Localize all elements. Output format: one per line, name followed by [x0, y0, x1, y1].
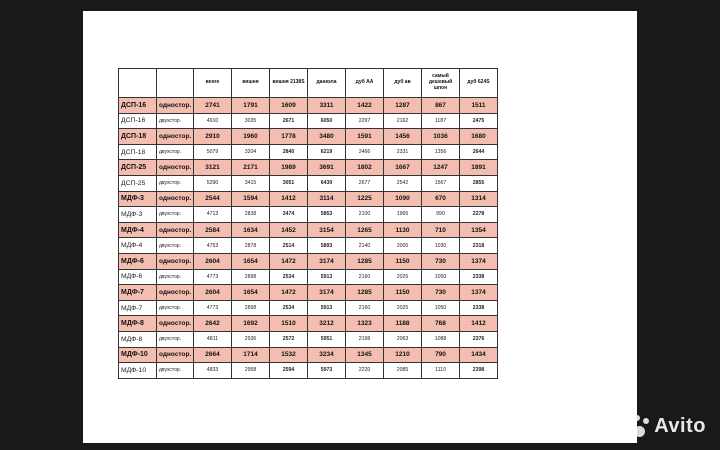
table-row [119, 269, 498, 285]
price-cell: 1891 [460, 160, 498, 176]
price-cell: 1287 [384, 98, 422, 114]
price-cell: 1354 [460, 222, 498, 238]
material-name-cell: МДФ-3 [119, 207, 157, 223]
header-row [119, 69, 498, 98]
price-cell: 1692 [232, 316, 270, 332]
price-cell: 1050 [422, 269, 460, 285]
price-cell: 1472 [270, 285, 308, 301]
price-cell: 1356 [422, 144, 460, 160]
price-cell: 1285 [346, 285, 384, 301]
material-name-cell: МДФ-10 [119, 347, 157, 363]
table-row [119, 285, 498, 301]
price-cell: 2297 [346, 113, 384, 129]
side-type-cell: двухстор. [157, 300, 194, 316]
price-cell: 1285 [346, 253, 384, 269]
table-row [119, 222, 498, 238]
material-name-cell: МДФ-8 [119, 316, 157, 332]
price-cell: 867 [422, 98, 460, 114]
side-type-cell: двухстор. [157, 144, 194, 160]
price-cell: 1188 [384, 316, 422, 332]
price-cell: 1609 [270, 98, 308, 114]
price-cell: 3114 [308, 191, 346, 207]
price-cell: 1050 [422, 300, 460, 316]
material-name-cell: МДФ-6 [119, 269, 157, 285]
material-name-cell: МДФ-6 [119, 253, 157, 269]
table-row [119, 113, 498, 129]
price-cell: 1422 [346, 98, 384, 114]
price-cell: 1960 [232, 129, 270, 145]
price-cell: 2544 [194, 191, 232, 207]
side-type-cell: одностор. [157, 285, 194, 301]
price-cell: 2162 [384, 113, 422, 129]
material-name-cell: ДСП-16 [119, 113, 157, 129]
price-cell: 730 [422, 285, 460, 301]
price-cell: 1345 [346, 347, 384, 363]
price-cell: 4773 [194, 300, 232, 316]
price-cell: 1110 [422, 363, 460, 379]
table-row [119, 316, 498, 332]
price-cell: 2514 [270, 238, 308, 254]
price-cell: 1714 [232, 347, 270, 363]
header-cell: вишня 2138S [270, 69, 308, 98]
side-type-cell: двухстор. [157, 238, 194, 254]
price-cell: 3204 [232, 144, 270, 160]
price-cell: 2171 [232, 160, 270, 176]
avito-logo-icon [624, 415, 650, 437]
price-cell: 2958 [232, 363, 270, 379]
material-name-cell: МДФ-10 [119, 363, 157, 379]
price-cell: 3035 [232, 113, 270, 129]
price-cell: 3234 [308, 347, 346, 363]
price-cell: 2534 [270, 269, 308, 285]
price-cell: 2318 [460, 238, 498, 254]
price-cell: 2025 [384, 269, 422, 285]
price-cell: 1654 [232, 253, 270, 269]
material-name-cell: ДСП-16 [119, 98, 157, 114]
price-cell: 1591 [346, 129, 384, 145]
material-name-cell: МДФ-4 [119, 222, 157, 238]
price-cell: 1314 [460, 191, 498, 207]
table-row [119, 238, 498, 254]
price-cell: 1654 [232, 285, 270, 301]
side-type-cell: двухстор. [157, 331, 194, 347]
table-row [119, 175, 498, 191]
table-row [119, 144, 498, 160]
price-cell: 6219 [308, 144, 346, 160]
side-type-cell: одностор. [157, 129, 194, 145]
price-cell: 5913 [308, 300, 346, 316]
price-cell: 2534 [270, 300, 308, 316]
price-cell: 2584 [194, 222, 232, 238]
header-cell: дуб ав [384, 69, 422, 98]
price-cell: 3174 [308, 285, 346, 301]
price-cell: 3415 [232, 175, 270, 191]
side-type-cell: двухстор. [157, 175, 194, 191]
price-cell: 2572 [270, 331, 308, 347]
table-row [119, 98, 498, 114]
price-cell: 2677 [346, 175, 384, 191]
price-cell: 1510 [270, 316, 308, 332]
price-cell: 768 [422, 316, 460, 332]
price-cell: 2398 [460, 363, 498, 379]
price-cell: 2198 [346, 331, 384, 347]
table-row [119, 207, 498, 223]
price-cell: 1150 [384, 285, 422, 301]
table-row [119, 160, 498, 176]
material-name-cell: МДФ-8 [119, 331, 157, 347]
table-row [119, 300, 498, 316]
price-cell: 2936 [232, 331, 270, 347]
price-cell: 1680 [460, 129, 498, 145]
price-cell: 1667 [384, 160, 422, 176]
price-cell: 2840 [270, 144, 308, 160]
price-cell: 1472 [270, 253, 308, 269]
price-cell: 1567 [422, 175, 460, 191]
avito-watermark [624, 414, 706, 438]
price-cell: 1434 [460, 347, 498, 363]
price-cell: 4753 [194, 238, 232, 254]
price-cell: 5973 [308, 363, 346, 379]
price-cell: 730 [422, 253, 460, 269]
price-cell: 2160 [346, 300, 384, 316]
price-cell: 2898 [232, 300, 270, 316]
price-cell: 1412 [270, 191, 308, 207]
price-cell: 3154 [308, 222, 346, 238]
price-cell: 4773 [194, 269, 232, 285]
material-name-cell: ДСП-25 [119, 160, 157, 176]
price-cell: 1989 [270, 160, 308, 176]
price-cell: 2838 [232, 207, 270, 223]
price-cell: 1412 [460, 316, 498, 332]
price-cell: 2604 [194, 285, 232, 301]
side-type-cell: двухстор. [157, 207, 194, 223]
price-cell: 990 [422, 207, 460, 223]
header-cell: дуб АА [346, 69, 384, 98]
price-cell: 2898 [232, 269, 270, 285]
price-cell: 3121 [194, 160, 232, 176]
side-type-cell: одностор. [157, 160, 194, 176]
price-cell: 2338 [460, 269, 498, 285]
table-row [119, 191, 498, 207]
material-name-cell: ДСП-18 [119, 144, 157, 160]
price-table [118, 68, 498, 379]
price-cell: 1594 [232, 191, 270, 207]
price-cell: 1036 [422, 129, 460, 145]
material-name-cell: ДСП-18 [119, 129, 157, 145]
price-cell: 3051 [270, 175, 308, 191]
price-cell: 2604 [194, 253, 232, 269]
side-type-cell: одностор. [157, 253, 194, 269]
table-body [119, 98, 498, 379]
price-cell: 2741 [194, 98, 232, 114]
price-cell: 2910 [194, 129, 232, 145]
table-row [119, 363, 498, 379]
price-cell: 1210 [384, 347, 422, 363]
price-cell: 1265 [346, 222, 384, 238]
price-cell: 1090 [384, 191, 422, 207]
side-type-cell: двухстор. [157, 269, 194, 285]
material-name-cell: МДФ-3 [119, 191, 157, 207]
price-cell: 3311 [308, 98, 346, 114]
material-name-cell: ДСП-25 [119, 175, 157, 191]
price-cell: 3480 [308, 129, 346, 145]
price-cell: 2878 [232, 238, 270, 254]
price-cell: 790 [422, 347, 460, 363]
price-cell: 4910 [194, 113, 232, 129]
side-type-cell: одностор. [157, 191, 194, 207]
watermark-text: Avito [654, 414, 706, 437]
price-cell: 710 [422, 222, 460, 238]
price-cell: 670 [422, 191, 460, 207]
price-cell: 4811 [194, 331, 232, 347]
price-cell: 2376 [460, 331, 498, 347]
price-cell: 1634 [232, 222, 270, 238]
side-type-cell: одностор. [157, 316, 194, 332]
price-cell: 2664 [194, 347, 232, 363]
side-type-cell: одностор. [157, 347, 194, 363]
price-cell: 2140 [346, 238, 384, 254]
document-sheet [83, 11, 637, 443]
header-cell: самый дешевый шпон [422, 69, 460, 98]
price-cell: 1323 [346, 316, 384, 332]
header-cell [157, 69, 194, 98]
price-cell: 5893 [308, 238, 346, 254]
price-cell: 2100 [346, 207, 384, 223]
price-cell: 2855 [460, 175, 498, 191]
price-cell: 1791 [232, 98, 270, 114]
price-cell: 2671 [270, 113, 308, 129]
price-cell: 3691 [308, 160, 346, 176]
header-cell: венге [194, 69, 232, 98]
price-cell: 3174 [308, 253, 346, 269]
side-type-cell: двухстор. [157, 363, 194, 379]
price-cell: 5079 [194, 144, 232, 160]
price-cell: 2005 [384, 238, 422, 254]
price-cell: 2085 [384, 363, 422, 379]
price-cell: 2466 [346, 144, 384, 160]
price-cell: 1088 [422, 331, 460, 347]
price-cell: 6430 [308, 175, 346, 191]
price-cell: 3212 [308, 316, 346, 332]
price-cell: 1187 [422, 113, 460, 129]
table-row [119, 331, 498, 347]
price-cell: 1456 [384, 129, 422, 145]
price-cell: 2160 [346, 269, 384, 285]
price-cell: 1802 [346, 160, 384, 176]
price-cell: 5951 [308, 331, 346, 347]
price-cell: 2475 [460, 113, 498, 129]
price-cell: 2220 [346, 363, 384, 379]
price-cell: 2594 [270, 363, 308, 379]
price-cell: 5290 [194, 175, 232, 191]
side-type-cell: одностор. [157, 98, 194, 114]
price-cell: 1452 [270, 222, 308, 238]
price-cell: 1225 [346, 191, 384, 207]
price-cell: 2644 [460, 144, 498, 160]
price-cell: 1965 [384, 207, 422, 223]
price-cell: 1030 [422, 238, 460, 254]
price-cell: 1778 [270, 129, 308, 145]
price-cell: 1511 [460, 98, 498, 114]
price-cell: 4713 [194, 207, 232, 223]
price-cell: 1374 [460, 253, 498, 269]
material-name-cell: МДФ-7 [119, 285, 157, 301]
material-name-cell: МДФ-7 [119, 300, 157, 316]
price-cell: 1130 [384, 222, 422, 238]
price-cell: 2063 [384, 331, 422, 347]
side-type-cell: одностор. [157, 222, 194, 238]
price-cell: 5913 [308, 269, 346, 285]
price-cell: 1374 [460, 285, 498, 301]
table-row [119, 253, 498, 269]
price-cell: 6050 [308, 113, 346, 129]
price-cell: 5853 [308, 207, 346, 223]
price-cell: 2542 [384, 175, 422, 191]
price-cell: 2331 [384, 144, 422, 160]
header-cell: дуб 624S [460, 69, 498, 98]
price-cell: 1150 [384, 253, 422, 269]
price-cell: 2642 [194, 316, 232, 332]
price-cell: 2474 [270, 207, 308, 223]
price-cell: 1247 [422, 160, 460, 176]
header-cell [119, 69, 157, 98]
price-cell: 2278 [460, 207, 498, 223]
header-cell: данкэла [308, 69, 346, 98]
table-row [119, 347, 498, 363]
table-row [119, 129, 498, 145]
price-cell: 2025 [384, 300, 422, 316]
material-name-cell: МДФ-4 [119, 238, 157, 254]
header-cell: вишня [232, 69, 270, 98]
price-cell: 4833 [194, 363, 232, 379]
side-type-cell: двухстор. [157, 113, 194, 129]
price-cell: 1532 [270, 347, 308, 363]
price-cell: 2338 [460, 300, 498, 316]
